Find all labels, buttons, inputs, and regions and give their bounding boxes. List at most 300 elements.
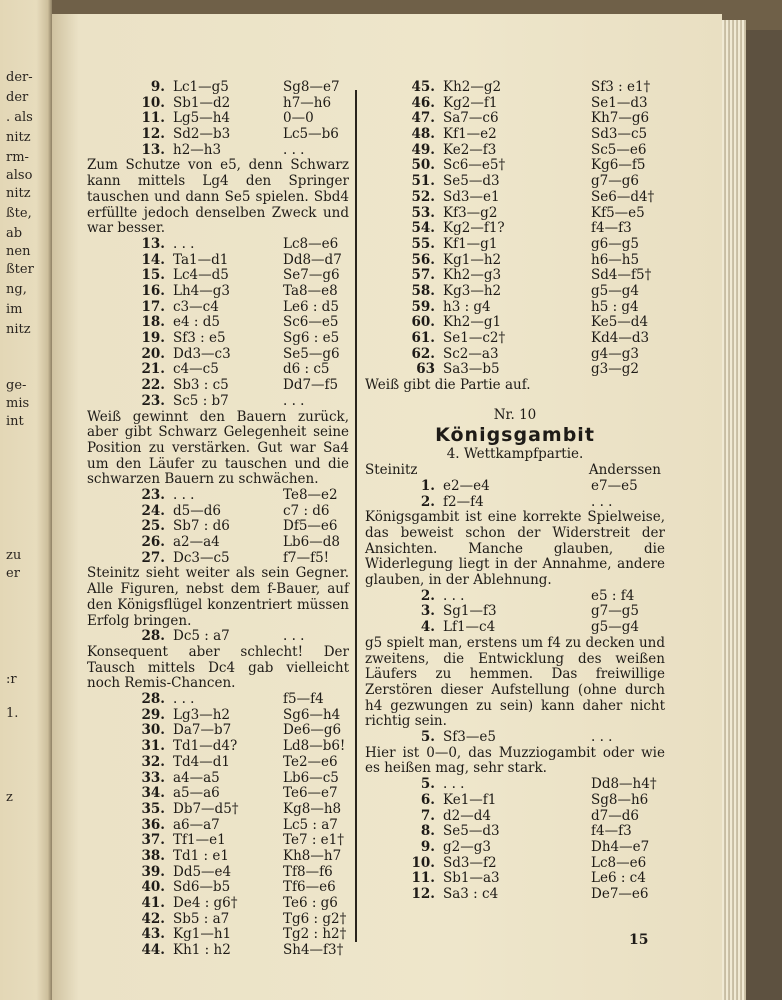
move-row [87,833,349,849]
white-move: . . . [173,235,195,252]
players [365,463,665,479]
move-row [87,127,349,143]
move-number: 26. [141,534,165,551]
facing-page-fragment: z [6,790,13,805]
move-number: 43. [141,926,165,943]
facing-page-edge [0,0,52,1000]
black-move: Tg6 : g2† [283,910,347,927]
black-move: h6—h5 [591,251,640,268]
move-row [365,190,665,206]
move-number: 32. [141,753,165,770]
move-row [365,158,665,174]
white-move: a4—a5 [173,769,220,786]
move-row [365,80,665,96]
facing-page-fragment: rm- [6,150,29,165]
move-row [365,840,665,856]
white-move: Lg3—h2 [173,706,230,723]
move-number: 7. [420,807,435,824]
move-row [87,315,349,331]
move-row [365,206,665,222]
white-move: Kg1—h1 [173,926,232,943]
white-move: Kf1—g1 [443,235,498,252]
move-row [365,221,665,237]
white-move: . . . [443,587,465,604]
white-move: a2—a4 [173,534,220,551]
black-move: f4—f3 [591,220,632,237]
white-move: Lh4—g3 [173,283,230,300]
facing-page-fragment: :r [6,672,17,687]
move-number: 28. [141,628,165,645]
facing-page-fragment: ßter [6,262,34,277]
move-row [87,378,349,394]
black-move: g4—g3 [591,345,639,362]
white-move: Ke2—f3 [443,141,497,158]
move-number: 13. [141,235,165,252]
black-move: g6—g5 [591,235,639,252]
move-number: 41. [141,895,165,912]
move-row [365,253,665,269]
move-row [87,111,349,127]
white-move: Se5—d3 [443,823,500,840]
move-number: 30. [141,722,165,739]
black-move: f7—f5! [283,549,330,566]
move-row [87,755,349,771]
move-number: 42. [141,910,165,927]
move-row [87,708,349,724]
move-row [365,96,665,112]
annotation-text: Königsgambit ist eine korrekte Spielweise, das beweist schon der Widerstreit der Ansichten. Manche glauben, die Widerlegung liegt in der Annahme, andere glauben, in der Ablehnung. [365,509,665,589]
white-move: Sd3—e1 [443,188,500,205]
white-move: e2—e4 [443,477,490,494]
white-move: Dc3—c5 [173,549,230,566]
white-move: Sd3—f2 [443,854,497,871]
white-move: Sf3 : e5 [173,330,226,347]
facing-page-fragment: nitz [6,186,31,201]
move-number: 18. [141,314,165,331]
move-row [87,284,349,300]
white-move: Kh1 : h2 [173,942,231,959]
facing-page-fragment: int [6,414,24,429]
move-row [365,237,665,253]
move-number: 1. [420,477,435,494]
black-move: . . . [591,729,613,746]
move-number: 19. [141,330,165,347]
white-move: Kg2—f1 [443,94,498,111]
black-move: Sd3—c5 [591,126,648,143]
move-row [87,504,349,520]
white-move: Se5—d3 [443,173,500,190]
move-row [87,880,349,896]
move-number: 35. [141,800,165,817]
move-number: 21. [141,361,165,378]
move-number: 12. [141,126,165,143]
move-row [365,111,665,127]
black-move: Te2—e6 [283,753,338,770]
white-move: Dd5—e4 [173,863,232,880]
white-move: Sb3 : c5 [173,377,229,394]
move-number: 52. [411,188,435,205]
move-number: 20. [141,345,165,362]
black-move: d6 : c5 [283,361,330,378]
move-row [87,865,349,881]
right-column [365,80,665,903]
annotation-text: Weiß gewinnt den Bauern zurück, aber gibt Schwarz Gelegenheit seine Position zu verstärken. Gut war Sa4 um den Läufer zu tauschen und die schwarzen Bauern zu schwächen. [87,408,349,488]
white-move: Sf3—e5 [443,729,496,746]
move-number: 8. [420,823,435,840]
black-move: Se6—d4† [591,188,655,205]
move-number: 60. [411,314,435,331]
move-number: 61. [411,330,435,346]
facing-page-fragment: nitz [6,322,31,337]
move-row [365,777,665,793]
move-row [87,943,349,959]
white-move: c4—c5 [173,361,219,378]
black-move: Df5—e6 [283,518,338,535]
move-number: 16. [141,283,165,300]
move-row [87,786,349,802]
white-move: h2—h3 [173,141,222,158]
black-move: Te6—e7 [283,785,338,802]
black-move: Se1—d3 [591,94,648,111]
black-move: Kh7—g6 [591,110,650,127]
move-row [87,912,349,928]
white-move: a5—a6 [173,785,220,802]
white-move: Sg1—f3 [443,603,497,620]
move-row [365,495,665,511]
facing-page-fragment: ab [6,226,23,241]
result-text: Weiß gibt die Partie auf. [365,377,531,394]
move-number: 40. [141,879,165,896]
facing-page-fragment: 1. [6,706,19,721]
move-row [87,551,349,567]
move-row [365,331,665,347]
black-move: De6—g6 [283,722,342,739]
move-row [365,268,665,284]
annotation-text: Steinitz sieht weiter als sein Gegner. Alle Figuren, nebst dem f-Bauer, auf den Königsflügel konzentriert müssen Erfolg bringen. [87,565,349,629]
move-number: 39. [141,863,165,880]
black-move: Lb6—d8 [283,534,340,551]
move-number: 31. [141,738,165,755]
move-number: 49. [411,141,435,158]
move-number: 46. [411,94,435,111]
move-row [365,793,665,809]
move-number: 45. [411,79,435,95]
move-row [365,871,665,887]
move-number: 59. [411,298,435,315]
white-move: Sb5 : a7 [173,910,230,927]
black-move: Sg6—h4 [283,706,341,723]
move-row [87,362,349,378]
white-move: a6—a7 [173,816,220,833]
move-row [87,394,349,410]
book-cover-edge [746,30,782,1000]
white-move: Sb1—d2 [173,94,231,111]
facing-page-fragment: zu [6,548,22,563]
white-move: Lc1—g5 [173,79,229,95]
move-number: 10. [411,854,435,871]
annotation-text: g5 spielt man, erstens um f4 zu decken und zweitens, die Entwicklung des weißen Läufers zu hemmen. Das freiwillige Zerstören dieser Aufstellung (ohne durch h4 gezwungen zu sein) kann daher nicht richtig sein. [365,634,665,730]
move-number: 3. [420,603,435,620]
move-number: 4. [420,619,435,636]
page-edges [722,20,746,1000]
white-move: c3—c4 [173,298,219,315]
move-number: 29. [141,706,165,723]
move-number: 23. [141,487,165,504]
white-move: Sa7—c6 [443,110,499,127]
black-move: Sg8—e7 [283,79,340,95]
black-move: Lc8—e6 [283,235,339,252]
white-move: Sa3 : c4 [443,885,499,902]
white-move: h3 : g4 [443,298,491,315]
black-move: Tf8—f6 [283,863,333,880]
move-row [365,730,665,746]
move-number: 54. [411,220,435,237]
facing-page-fragment: . als [6,110,33,125]
black-move: Lc8—e6 [591,854,647,871]
move-row [87,927,349,943]
move-number: 62. [411,345,435,362]
move-row [87,739,349,755]
black-move: Kg8—h8 [283,800,342,817]
black-move: Kd4—d3 [591,330,650,346]
facing-page-fragment: der- [6,70,33,85]
move-row [87,896,349,912]
black-move: h7—h6 [283,94,332,111]
white-move: Sb7 : d6 [173,518,230,535]
black-move: g3—g2 [591,361,639,378]
white-move: . . . [173,487,195,504]
facing-page-fragment: nitz [6,130,31,145]
white-move: e4 : d5 [173,314,220,331]
black-move: Te7 : e1† [283,832,344,849]
black-move: e5 : f4 [591,587,635,604]
black-move: Se7—g6 [283,267,340,284]
black-move: 0—0 [283,110,314,127]
move-row [87,268,349,284]
black-move: Sd4—f5† [591,267,652,284]
annotation-text: Zum Schutze von e5, denn Schwarz kann mittels Lg4 den Springer tauschen und dann Se5 spielen. Sbd4 erfüllte jedoch denselben Zweck und war besser. [87,157,349,237]
move-row [87,253,349,269]
black-move: Le6 : c4 [591,870,646,887]
black-move: Sh4—f3† [283,942,344,959]
move-number: 56. [411,251,435,268]
page-number: 15 [629,932,649,948]
move-row [365,315,665,331]
move-row [365,127,665,143]
black-move: De7—e6 [591,885,649,902]
move-row [365,479,665,495]
move-number: 9. [420,838,435,855]
move-number: 11. [411,870,435,887]
black-move: e7—e5 [591,477,638,494]
facing-page-fragment: nen [6,244,31,259]
black-move: Dh4—e7 [591,838,650,855]
move-row [87,331,349,347]
black-move: g7—g5 [591,603,639,620]
move-row [365,362,665,378]
move-row [87,143,349,159]
white-move: . . . [173,691,195,708]
black-player: Anderssen [588,462,661,479]
move-row [365,887,665,903]
move-row [87,535,349,551]
facing-page-fragment: im [6,302,23,317]
white-move: Kg2—f1? [443,220,505,237]
move-row [365,856,665,872]
move-number: 10. [141,94,165,111]
move-row [365,620,665,636]
white-move: Tf1—e1 [173,832,226,849]
book-page [52,14,722,1000]
move-row [87,519,349,535]
black-move: Kg6—f5 [591,157,646,174]
move-number: 2. [420,587,435,604]
black-move: . . . [283,392,305,409]
move-number: 63 [416,361,435,378]
black-move: Dd8—h4† [591,776,657,793]
move-number: 28. [141,691,165,708]
black-move: . . . [283,628,305,645]
move-number: 48. [411,126,435,143]
black-move: Te8—e2 [283,487,338,504]
move-row [365,284,665,300]
move-row [87,80,349,96]
move-number: 55. [411,235,435,252]
black-move: Sg6 : e5 [283,330,340,347]
white-move: Td1—d4? [173,738,238,755]
black-move: Tf6—e6 [283,879,336,896]
black-move: Ta8—e8 [283,283,338,300]
move-number: 23. [141,392,165,409]
move-row [365,809,665,825]
black-move: . . . [283,141,305,158]
white-move: Td1 : e1 [173,847,229,864]
facing-page-fragment: also [6,168,33,183]
move-number: 9. [150,79,165,95]
facing-page-fragment: ng, [6,282,27,297]
move-number: 38. [141,847,165,864]
move-number: 5. [420,776,435,793]
move-number: 5. [420,729,435,746]
game-title: Königsgambit [435,424,595,447]
move-row [365,143,665,159]
black-move: f4—f3 [591,823,632,840]
move-number: 6. [420,791,435,808]
black-move: h5 : g4 [591,298,639,315]
white-move: Ke1—f1 [443,791,497,808]
move-number: 11. [141,110,165,127]
move-row [87,771,349,787]
facing-page-fragment: der [6,90,29,105]
move-number: 51. [411,173,435,190]
white-move: Sc2—a3 [443,345,499,362]
move-number: 34. [141,785,165,802]
move-row [365,589,665,605]
black-move: Kh8—h7 [283,847,342,864]
move-row [87,802,349,818]
white-move: Sc6—e5† [443,157,506,174]
white-move: Sd6—b5 [173,879,231,896]
white-move: Sd2—b3 [173,126,231,143]
black-move: Te6 : g6 [283,895,338,912]
white-move: f2—f4 [443,493,484,510]
move-row [365,604,665,620]
move-number: 47. [411,110,435,127]
white-move: Dd3—c3 [173,345,231,362]
move-row [365,300,665,316]
move-row [87,849,349,865]
black-move: Lb6—c5 [283,769,339,786]
move-row [87,96,349,112]
white-move: Kf1—e2 [443,126,497,143]
move-row [365,174,665,190]
facing-page-fragment: mis [6,396,30,411]
facing-page-fragment: ge- [6,378,27,393]
white-move: Db7—d5† [173,800,239,817]
annotation-text: Konsequent aber schlecht! Der Tausch mittels Dc4 gab vielleicht noch Remis-Chancen. [87,643,349,692]
white-move: Ta1—d1 [173,251,229,268]
white-move: Kh2—g2 [443,79,502,95]
black-move: g7—g6 [591,173,639,190]
move-number: 22. [141,377,165,394]
move-number: 24. [141,502,165,519]
move-number: 36. [141,816,165,833]
black-move: Dd7—f5 [283,377,339,394]
move-number: 33. [141,769,165,786]
move-number: 14. [141,251,165,268]
move-number: 53. [411,204,435,221]
white-move: Kh2—g1 [443,314,502,331]
black-move: Lc5—b6 [283,126,339,143]
white-move: Kh2—g3 [443,267,502,284]
white-move: Da7—b7 [173,722,232,739]
white-move: . . . [443,776,465,793]
move-number: 25. [141,518,165,535]
move-row [87,300,349,316]
black-move: Sc5—e6 [591,141,647,158]
move-row [87,347,349,363]
white-move: Se1—c2† [443,330,506,346]
black-move: Se5—g6 [283,345,340,362]
black-move: g5—g4 [591,282,639,299]
white-move: d5—d6 [173,502,221,519]
white-move: Lf1—c4 [443,619,496,636]
move-row [87,237,349,253]
white-move: De4 : g6† [173,895,238,912]
black-move: . . . [591,493,613,510]
move-row [365,347,665,363]
move-row [87,818,349,834]
move-number: 17. [141,298,165,315]
move-number: 37. [141,832,165,849]
white-move: Lg5—h4 [173,110,230,127]
black-move: Ld8—b6! [283,738,346,755]
column-divider [355,90,357,942]
move-number: 12. [411,885,435,902]
white-move: Kg1—h2 [443,251,502,268]
move-row [87,488,349,504]
black-move: Sc6—e5 [283,314,339,331]
move-number: 2. [420,493,435,510]
black-move: d7—d6 [591,807,639,824]
facing-page-fragment: ßte, [6,206,32,221]
move-number: 44. [141,942,165,959]
move-row [87,723,349,739]
white-move: g2—g3 [443,838,491,855]
left-column [87,80,349,959]
white-move: Sb1—a3 [443,870,500,887]
black-move: f5—f4 [283,691,324,708]
